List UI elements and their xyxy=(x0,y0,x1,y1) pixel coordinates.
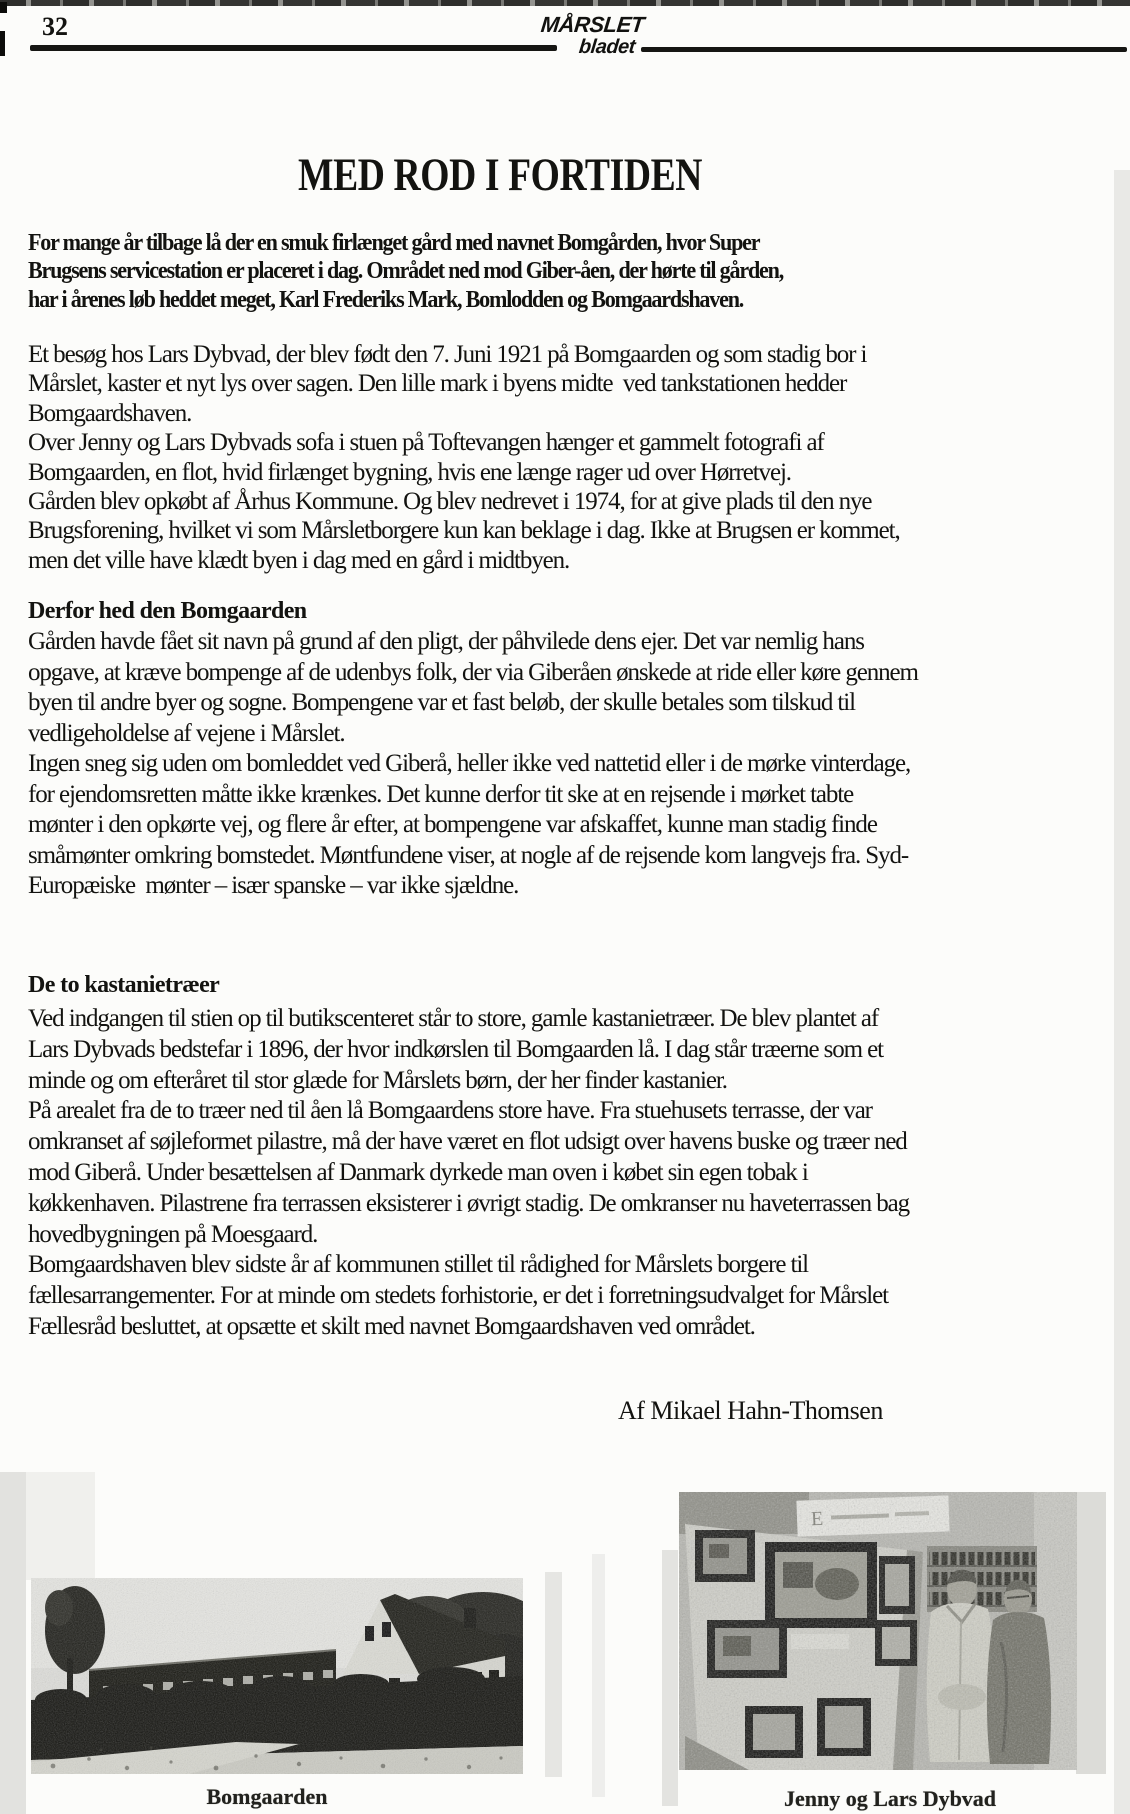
photo-jenny-og-lars-image xyxy=(679,1492,1077,1770)
body-line: Gården blev opkøbt af Århus Kommune. Og blev nedrevet i 1974, for at give plads til den nye xyxy=(28,488,872,516)
scan-artifact-binding-mark xyxy=(0,2,7,13)
body-line: Fællesråd besluttet, at opsætte et skilt med navnet Bomgaardshaven ved området. xyxy=(28,1312,755,1340)
photo-bomgaarden-image xyxy=(31,1578,523,1774)
masthead-title: MÅRSLET xyxy=(539,12,646,37)
article-title: MED ROD I FORTIDEN xyxy=(297,149,703,201)
scan-artifact-top-edge xyxy=(0,0,1130,6)
scan-artifact-gray-strip xyxy=(662,1550,678,1806)
film-grain-overlay xyxy=(31,1578,523,1774)
body-line: På arealet fra de to træer ned til åen lå Bomgaardens store have. Fra stuehusets terrasse, der var xyxy=(28,1097,872,1125)
article-intro xyxy=(28,229,783,314)
body-line: men det ville have klædt byen i dag med en gård i midtbyen. xyxy=(28,546,570,574)
scan-artifact-gray-strip xyxy=(0,1472,26,1814)
body-line: Lars Dybvads bedstefar i 1896, der hvor indkørslen til Bomgaarden lå. I dag står træerne som et xyxy=(28,1035,883,1063)
intro-line: Brugsens servicestation er placeret i dag. Området ned mod Giber-åen, der hørte til gården, xyxy=(28,258,784,285)
body-line: opgave, at kræve bompenge af de udenbys folk, der via Giberåen ønskede at ride eller køre gennem xyxy=(28,658,918,686)
section-2-body xyxy=(28,1004,909,1343)
header-rule-left xyxy=(30,45,557,51)
body-line: Brugsforening, hvilket vi som Mårsletborgere kun kan beklage i dag. Ikke at Brugsen er kommet, xyxy=(28,517,900,545)
body-line: Bomgaardshaven. xyxy=(28,399,192,427)
intro-line: For mange år tilbage lå der en smuk firlænget gård med navnet Bomgården, hvor Super xyxy=(28,230,760,256)
body-line: hovedbygningen på Moesgaard. xyxy=(28,1220,318,1248)
body-line: køkkenhaven. Pilastrene fra terrassen eksisterer i øvrigt stadig. De omkranser nu haveterrassen bag xyxy=(28,1189,910,1217)
body-line: omkranset af søjleformet pilastre, må der have været en flot udsigt over havens buske og træer ned xyxy=(28,1128,907,1156)
body-line: Ingen sneg sig uden om bomleddet ved Giberå, heller ikke ved nattetid eller i de mørke vinterdage, xyxy=(28,750,911,777)
body-line: småmønter omkring bomstedet. Møntfundene viser, at nogle af de rejsende kom langvejs fra. Syd- xyxy=(28,841,909,869)
body-line: mod Giberå. Under besættelsen af Danmark dyrkede man oven i købet sin egen tobak i xyxy=(28,1158,808,1186)
svg-text:E: E xyxy=(810,1507,824,1531)
section-1-body xyxy=(28,627,918,902)
masthead-subtitle: bladet xyxy=(577,36,637,58)
body-line: for ejendomsretten måtte ikke krænkes. Det kunne derfor tit ske at en rejsende i mørket tabte xyxy=(28,780,854,808)
body-line: Mårslet, kaster et nyt lys over sagen. Den lille mark i byens midte ved tankstationen hedder xyxy=(28,370,847,398)
body-line: Ved indgangen til stien op til butikscenteret står to store, gamle kastanietræer. De blev plantet af xyxy=(28,1005,879,1032)
body-line: fællesarrangementer. For at minde om stedets forhistorie, er det i forretningsudvalget for Mårslet xyxy=(28,1282,888,1310)
body-line: vedligeholdelse af vejene i Mårslet. xyxy=(28,719,345,747)
photo-caption-jenny-og-lars: Jenny og Lars Dybvad xyxy=(783,1786,997,1811)
page-number: 32 xyxy=(42,12,68,41)
body-line: Bomgaardshaven blev sidste år af kommunen stillet til rådighed for Mårslets borgere til xyxy=(28,1251,809,1279)
scan-artifact-right-edge-strip xyxy=(1114,170,1130,1814)
scan-artifact-gray-patch xyxy=(1076,1492,1106,1774)
header-rule-right xyxy=(641,47,1127,52)
body-line: Over Jenny og Lars Dybvads sofa i stuen på Toftevangen hænger et gammelt fotografi af xyxy=(28,429,824,457)
photo-bomgaarden xyxy=(31,1578,523,1774)
byline: Af Mikael Hahn-Thomsen xyxy=(618,1396,883,1425)
section-heading-derfor-hed-den-bomgaarden: Derfor hed den Bomgaarden xyxy=(28,598,307,624)
film-grain-overlay xyxy=(679,1492,1077,1770)
body-line: minde og om efteråret til stor glæde for Mårslets børn, der her finder kastanier. xyxy=(28,1066,727,1094)
scan-artifact-gray-strip xyxy=(592,1554,605,1797)
section-heading-de-to-kastanietraeer: De to kastanietræer xyxy=(28,972,220,998)
photo-caption-bomgaarden: Bomgaarden xyxy=(206,1784,328,1809)
body-line: byen til andre byer og sogne. Bompengene var et fast beløb, der skulle betales som tilskud til xyxy=(28,689,855,716)
body-line: Gården havde fået sit navn på grund af den pligt, der påhvilede dens ejer. Det var nemlig hans xyxy=(28,628,864,655)
photo-jenny-og-lars-dybvad xyxy=(679,1492,1077,1770)
body-line: Bomgaarden, en flot, hvid firlænget bygning, hvis ene længe rager ud over Hørretvej. xyxy=(28,458,791,486)
body-line: Europæiske mønter – især spanske – var ikke sjældne. xyxy=(28,872,519,899)
scan-artifact-gray-strip xyxy=(545,1572,562,1777)
body-line: mønter i den opkørte vej, og flere år efter, at bompengene var afskaffet, kunne man stadig finde xyxy=(28,811,877,838)
intro-line: har i årenes løb heddet meget, Karl Frederiks Mark, Bomlodden og Bomgaardshaven. xyxy=(28,286,744,313)
article-lead-paragraphs xyxy=(28,340,900,575)
body-line: Et besøg hos Lars Dybvad, der blev født den 7. Juni 1921 på Bomgaarden og som stadig bor i xyxy=(28,341,867,368)
scan-artifact-binding-mark xyxy=(0,31,5,56)
